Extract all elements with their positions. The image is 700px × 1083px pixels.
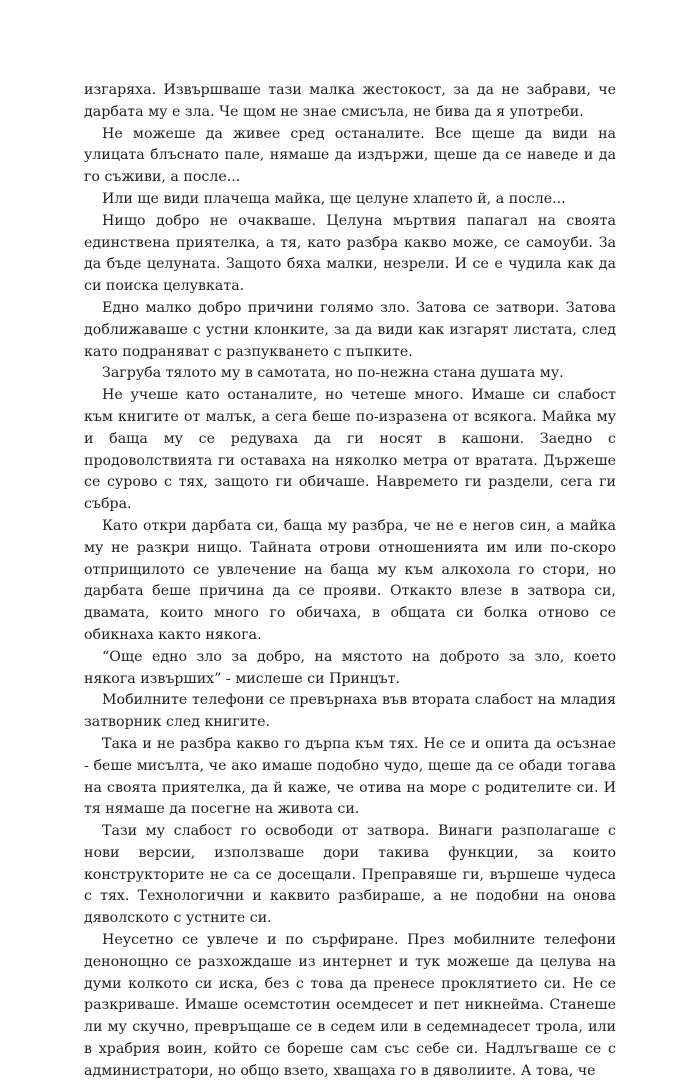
paragraph: Не можеше да живее сред останалите. Все щеше да види на улицата блъснато пале, нямаше да издържи, щеше да се наведе и да го съживи, а после... [84,125,616,186]
paragraph: Тази му слабост го освободи от затвора. Винаги разполагаше с нови версии, използваше дори такива функции, за които конструкторите не са се досещали. Преправяше ги, вършеше чудеса с тях. Технологични и каквито разбираше, а не подобни на онова дяволското с устните си. [84,823,616,927]
book-page [84,80,616,1083]
paragraph: Като откри дарбата си, баща му разбра, че не е негов син, а майка му не разкри нищо. Тайната отрови отношенията им или по-скоро отприщилото се увлечение на баща му към алкохола го стори, но дарбата беше причина да се прояви. Откакто влезе в затвора си, двамата, които много го обичаха, в общата си болка отново се обикнаха както някога. [84,517,616,643]
paragraph: Едно малко добро причини голямо зло. Затова се затвори. Затова доближаваше с устни клонките, за да види как изгарят листата, след като подраняват с разпукването с пъпките. [84,299,616,360]
paragraph: “Още едно зло за добро, на мястото на доброто за зло, което някога извърших” - мислеше си Принцът. [84,648,616,687]
paragraph: Загруба тялото му в самотата, но по-нежна стана душата му. [102,365,564,382]
paragraph: Не учеше като останалите, но четеше много. Имаше си слабост към книгите от малък, а сега беше по-изразена от всякога. Майка му и баща му се редуваха да ги носят в кашони. Заедно с продоволствията ги оставаха на няколко метра от вратата. Държеше се сурово с тях, защото ги обичаше. Навремето ги раздели, сега ги събра. [84,387,616,513]
paragraph: Така и не разбра какво го дърпа към тях. Не се и опита да осъзнае - беше мисълта, че ако имаше подобно чудо, щеше да се обади тогава на своята приятелка, да й каже, че отива на море с родителите си. И тя нямаше да посегне на живота си. [84,735,616,818]
paragraph: изгаряха. Извършваше тази малка жестокост, за да не забрави, че дарбата му е зла. Че щом не знае смисъла, не бива да я употреби. [84,82,616,120]
paragraph: Мобилните телефони се превърнаха във втората слабост на младия затворник след книгите. [84,692,616,731]
paragraph: Нищо добро не очакваше. Целуна мъртвия папагал на своята единствена приятелка, а тя, като разбра какво може, се самоуби. За да бъде целуната. Защото бяха малки, незрели. И се е чудила как да си поиска целувката. [84,212,616,295]
paragraph: Или ще види плачеща майка, ще целуне хлапето й, а после... [102,190,566,207]
paragraph: Неусетно се увлече и по сърфиране. През мобилните телефони денонощно се разхождаше из интернет и тук можеше да целува на думи колкото си иска, без с това да пренесе проклятието си. Не се разкриваше. Имаше осемстотин осемдесет и пет никнейма. Станеше ли му скучно, превръщаше се в седем или в седемнадесет трола, или в храбрия воин, който се бореше сам със себе си. Надлъгваше се с администратори, но общо взето, хващаха го в дяволиите. А това, че [84,932,616,1079]
